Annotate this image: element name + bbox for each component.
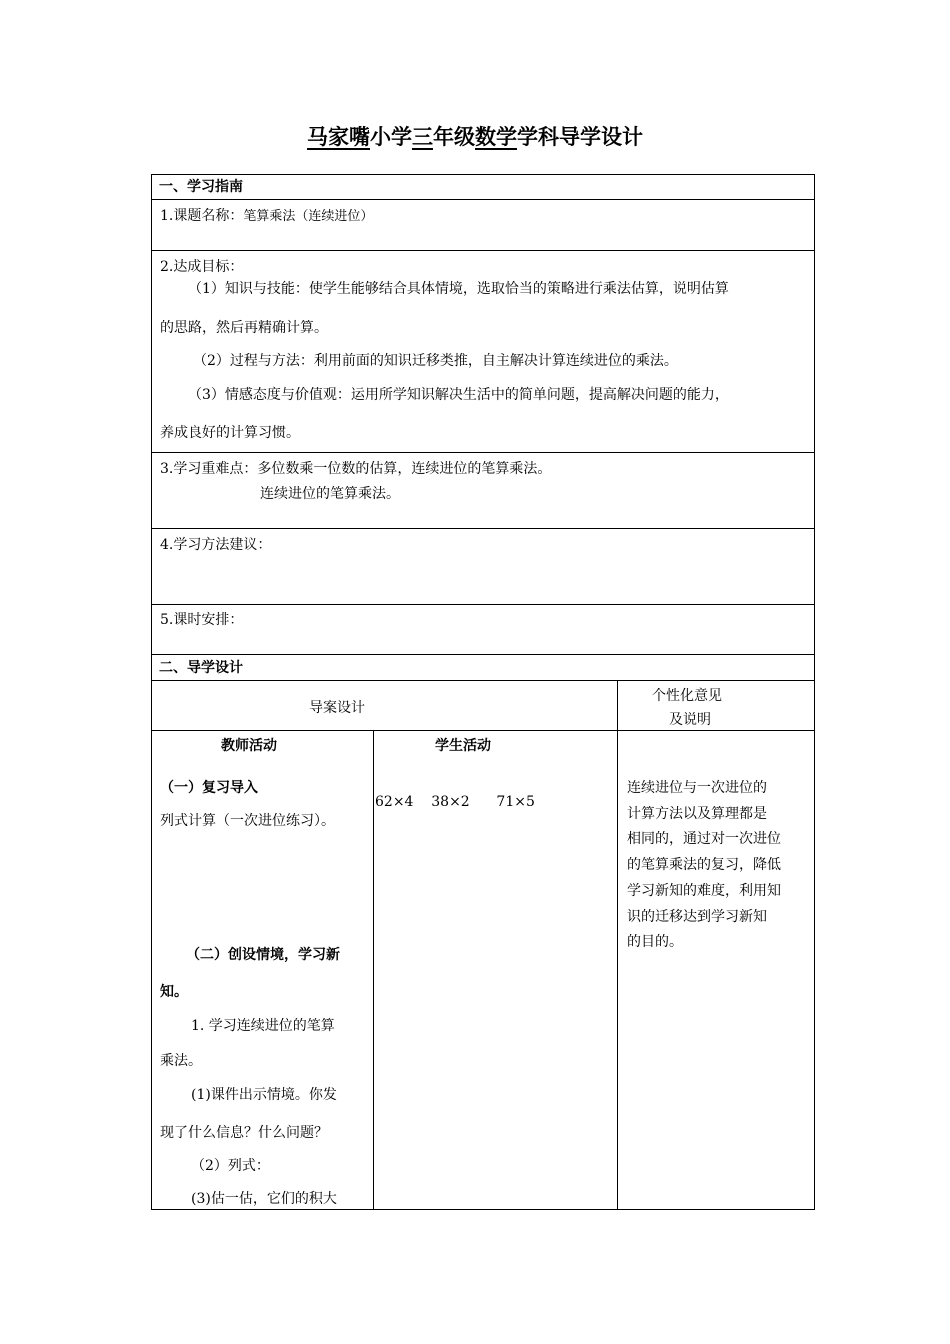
- goal3-line1: （3）情感态度与价值观：运用所学知识解决生活中的简单问题，提高解决问题的能力，: [188, 387, 729, 403]
- teacher-header: 教师活动: [221, 738, 277, 754]
- item2-line2: 现了什么信息？什么问题？: [160, 1125, 328, 1141]
- section2-heading: 二、导学设计: [159, 660, 243, 676]
- rule-after-topic: [151, 250, 815, 251]
- topic-value: 笔算乘法（连续进位）: [243, 209, 374, 224]
- rule-after-goals: [151, 452, 815, 453]
- rule-after-section2-head: [151, 680, 815, 681]
- personal-header-line1: 个性化意见: [652, 688, 722, 704]
- title-grade: 三: [412, 125, 433, 149]
- rule-after-method: [151, 604, 815, 605]
- review-text: 列式计算（一次进位练习）。: [160, 813, 335, 829]
- student-exercises: 62×4 38×2 71×5: [375, 794, 535, 810]
- title-doc-suffix: 学科导学设计: [517, 125, 643, 149]
- new-title-line1: （二）创设情境，学习新: [186, 947, 340, 963]
- rule-after-section1-head: [151, 199, 815, 200]
- item1-line1: 1. 学习连续进位的笔算: [191, 1018, 335, 1034]
- col-divider-personal: [617, 680, 618, 1210]
- personal-notes: [627, 776, 809, 956]
- title-school-suffix: 小学: [370, 125, 412, 149]
- document-title: [0, 121, 950, 151]
- goals-label: 2.达成目标：: [160, 259, 244, 275]
- new-title-line2: 知。: [160, 984, 188, 1000]
- item2-line1: (1)课件出示情境。你发: [191, 1087, 337, 1103]
- goal1-line2: 的思路，然后再精确计算。: [160, 320, 328, 336]
- note-line: 相同的，通过对一次进位: [627, 831, 781, 848]
- rule-after-key: [151, 528, 815, 529]
- goal2: （2）过程与方法：利用前面的知识迁移类推，自主解决计算连续进位的乘法。: [193, 353, 678, 369]
- topic-label: 1.课题名称：: [160, 208, 244, 224]
- rule-after-design-header: [151, 730, 815, 731]
- section1-heading: 一、学习指南: [159, 179, 243, 195]
- note-line: 计算方法以及算理都是: [627, 805, 767, 822]
- student-header: 学生活动: [435, 738, 491, 754]
- title-grade-suffix: 年级: [433, 125, 475, 149]
- schedule-label: 5.课时安排：: [160, 612, 244, 628]
- col-divider-student: [373, 730, 374, 1210]
- title-subject: 数学: [475, 125, 517, 149]
- item1-line2: 乘法。: [160, 1053, 202, 1069]
- note-line: 的笔算乘法的复习，降低: [627, 857, 781, 874]
- key-line1: 3.学习重难点：多位数乘一位数的估算，连续进位的笔算乘法。: [160, 461, 552, 477]
- note-line: 学习新知的难度，利用知: [627, 882, 781, 899]
- key-line2: 连续进位的笔算乘法。: [260, 486, 400, 502]
- review-title: （一）复习导入: [160, 780, 258, 796]
- method-label: 4.学习方法建议：: [160, 537, 272, 553]
- goal3-line2: 养成良好的计算习惯。: [160, 425, 300, 441]
- title-school: 马家嘴: [307, 125, 370, 149]
- item4: (3)估一估，它们的积大: [191, 1191, 337, 1207]
- rule-after-schedule: [151, 654, 815, 655]
- goal1-line1: （1）知识与技能：使学生能够结合具体情境，选取恰当的策略进行乘法估算，说明估算: [188, 281, 729, 297]
- note-line: 识的迁移达到学习新知: [627, 908, 767, 925]
- note-line: 的目的。: [627, 934, 683, 951]
- note-line: 连续进位与一次进位的: [627, 780, 767, 796]
- topic-line: [160, 205, 373, 225]
- design-header: 导案设计: [309, 700, 365, 716]
- personal-header-line2: 及说明: [669, 712, 711, 728]
- item3: （2）列式：: [191, 1158, 270, 1174]
